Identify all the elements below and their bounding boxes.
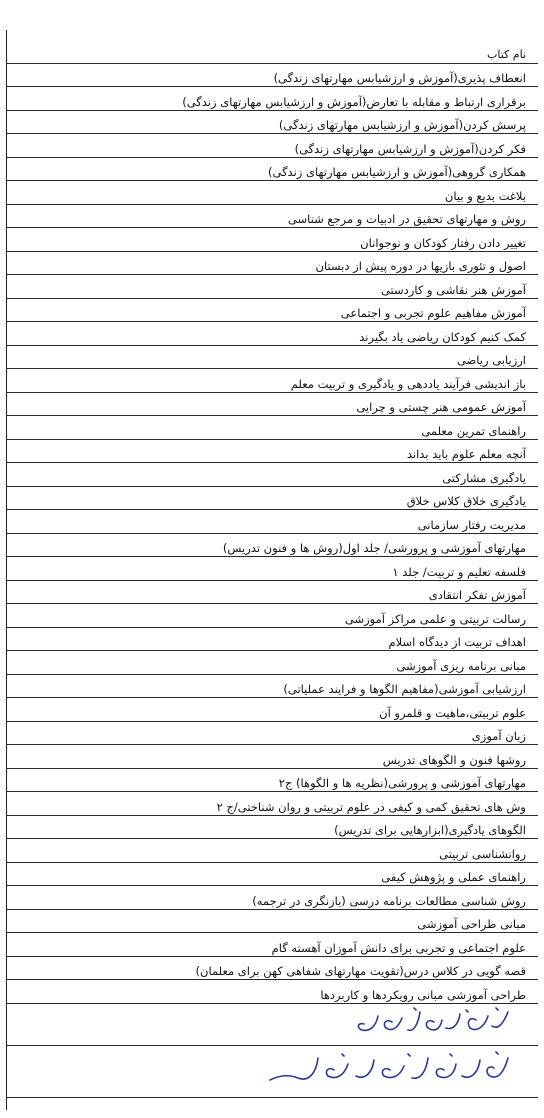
book-row: بلاغت بدیع و بیان	[6, 181, 538, 205]
book-row: زبان آموزی	[6, 722, 538, 746]
book-row: علوم اجتماعی و تجربی برای دانش آموزان آهسته گام	[6, 933, 538, 957]
book-row: رسالت تربیتی و علمی مراکز آموزشی	[6, 604, 538, 628]
book-row: تغییر دادن رفتار کودکان و نوجوانان	[6, 228, 538, 252]
book-row: انعطاف پذیری(آموزش و ارزشیابس مهارتهای زندگی)	[6, 64, 538, 88]
book-row: برقراری ارتباط و مقابله با تعارض(آموزش و ارزشیابس مهارتهای زندگی)	[6, 87, 538, 111]
book-list-table	[6, 40, 538, 1004]
book-row: مبانی طراحی آموزشی	[6, 910, 538, 934]
book-row: اهداف تربیت از دیدگاه اسلام	[6, 628, 538, 652]
book-row: باز اندیشی فرآیند یاددهی و یادگیری و تربیت معلم	[6, 369, 538, 393]
book-row: روشها فنون و الگوهای تدریس	[6, 745, 538, 769]
book-row: روانشناسی تربیتی	[6, 839, 538, 863]
book-row: راهنمای عملی و پژوهش کیفی	[6, 863, 538, 887]
table-header: نام کتاب	[6, 40, 538, 64]
book-row: مهارتهای آموزشی و پرورشی/ جلد اول(روش ها و فنون تدریس)	[6, 534, 538, 558]
book-row: پرسش کردن(آموزش و ارزشیابس مهارتهای زندگی)	[6, 111, 538, 135]
book-row: آموزش تفکر انتقادی	[6, 581, 538, 605]
book-row: مهارتهای آموزشی و پرورشی(نظریه ها و الگوها) ج۲	[6, 769, 538, 793]
book-row: روش و مهارتهای تحقیق در ادبیات و مرجع شناسی	[6, 205, 538, 229]
book-row: مبانی برنامه ریزی آموزشی	[6, 651, 538, 675]
book-row: علوم تربیتی،ماهیت و قلمرو آن	[6, 698, 538, 722]
book-row: یادگیری خلاق کلاس خلاق	[6, 487, 538, 511]
book-row: ارزشیابی آموزشی(مفاهیم الگوها و فرایند عملیاتی)	[6, 675, 538, 699]
book-row: روش شناسی مطالعات برنامه درسی (بازنگری در ترجمه)	[6, 886, 538, 910]
book-row: طراحی آموزشی مبانی رویکردها و کاربردها	[6, 980, 538, 1004]
handwritten-entry-1	[6, 1002, 538, 1046]
book-row: آنچه معلم علوم باید بداند	[6, 440, 538, 464]
book-row: اصول و تئوری بازیها در دوره پیش از دبستان	[6, 252, 538, 276]
handwritten-entry-2	[6, 1046, 538, 1098]
book-row: آموزش هنر نقاشی و کاردستی	[6, 275, 538, 299]
handwritten-title-2	[258, 1046, 518, 1092]
book-row: مدیریت رفتار سازمانی	[6, 510, 538, 534]
book-row: الگوهای یادگیری(ابزارهایی برای تدریس)	[6, 816, 538, 840]
book-row: همکاری گروهی(آموزش و ارزشیابس مهارتهای زندگی)	[6, 158, 538, 182]
book-row: وش های تحقیق کمی و کیفی در علوم تربیتی و روان شناختی/ج ۲	[6, 792, 538, 816]
book-row: فکر کردن(آموزش و ارزشیابس مهارتهای زندگی)	[6, 134, 538, 158]
book-row: آموزش مفاهیم علوم تجربی و اجتماعی	[6, 299, 538, 323]
book-row: قصه گویی در کلاس درس(تقویت مهارتهای شفاهی کهن برای معلمان)	[6, 957, 538, 981]
book-row: راهنمای تمرین معلمی	[6, 416, 538, 440]
book-row: آموزش عمومی هنر چستی و چرایی	[6, 393, 538, 417]
book-row: ارزیابی ریاضی	[6, 346, 538, 370]
handwritten-title-1	[348, 1002, 518, 1042]
book-row: یادگیری مشارکتی	[6, 463, 538, 487]
book-row: فلسفه تعلیم و تربیت/ جلد ۱	[6, 557, 538, 581]
book-row: کمک کنیم کودکان ریاضی یاد بگیرند	[6, 322, 538, 346]
